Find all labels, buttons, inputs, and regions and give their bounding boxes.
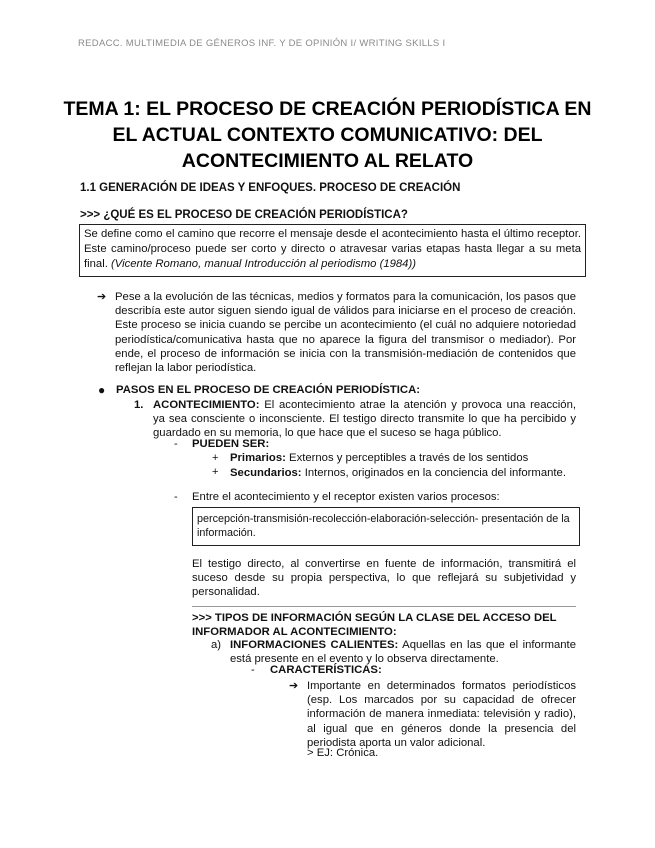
entre-text: Entre el acontecimiento y el receptor existen varios procesos: [192, 491, 500, 503]
plus-marker: + [212, 466, 219, 478]
informaciones-calientes [211, 638, 576, 666]
arrow-icon: ➔ [97, 291, 107, 303]
caracteristicas-heading: CARACTERÍSTICAS: [270, 664, 382, 676]
intro-paragraph [97, 290, 576, 375]
pueden-ser-heading: PUEDEN SER: [192, 438, 270, 450]
arrow-icon: ➔ [289, 680, 299, 692]
dash-marker: - [174, 438, 178, 450]
ejemplo-text: > EJ: Crónica. [307, 747, 379, 759]
page-header: REDACC. MULTIMEDIA DE GÉNEROS INF. Y DE OPINIÓN I/ WRITING SKILLS I [78, 38, 446, 49]
importante-item [289, 679, 576, 750]
section-heading: 1.1 GENERACIÓN DE IDEAS Y ENFOQUES. PROCESO DE CREACIÓN [80, 182, 461, 194]
question-heading: >>> ¿QUÉ ES EL PROCESO DE CREACIÓN PERIODÍSTICA? [80, 209, 408, 221]
secundarios-label: Secundarios: [230, 467, 302, 479]
page-title: TEMA 1: EL PROCESO DE CREACIÓN PERIODÍSTICA EN EL ACTUAL CONTEXTO COMUNICATIVO: DEL ACONTECIMIENTO AL RELATO [63, 98, 592, 172]
calientes-label: INFORMACIONES CALIENTES: [230, 639, 399, 651]
primarios-item [230, 452, 528, 464]
procesos-box: percepción-transmisión-recolección-elaboración-selección- presentación de la información. [192, 507, 580, 546]
item-letter: a) [211, 639, 222, 651]
bullet-icon: ● [98, 383, 106, 397]
step-text: El acontecimiento atrae la atención y provoca una reacción, ya sea consciente o inconsciente. El testigo directo transmite lo que ha percibido y guardado en su memoria, lo que hace que el suceso se haga público. [153, 399, 576, 440]
primarios-text: Externos y perceptibles a través de los sentidos [289, 452, 529, 464]
primarios-label: Primarios: [230, 452, 286, 464]
dash-marker: - [174, 491, 178, 503]
dash-marker: - [251, 664, 255, 676]
secundarios-item [230, 466, 576, 480]
importante-text: Importante en determinados formatos periodísticos (esp. Los marcados por su capacidad de ofrecer información de manera inmediata: televisión y radio), al igual que en géneros donde la presencia del periodista aporta un valor adicional. [307, 680, 576, 749]
testigo-paragraph: El testigo directo, al convertirse en fuente de información, transmitirá el suceso desde su propia perspectiva, lo que reflejará su subjetividad y personalidad. [192, 558, 576, 599]
step-label: ACONTECIMIENTO: [153, 399, 260, 411]
calientes-text: Aquellas en las que el informante está presente en el evento y lo observa directamente. [230, 639, 576, 666]
divider [192, 606, 576, 607]
tipos-heading: >>> TIPOS DE INFORMACIÓN SEGÚN LA CLASE DEL ACCESO DEL INFORMADOR AL ACONTECIMIENTO: [192, 612, 557, 639]
definition-box [79, 224, 586, 277]
plus-marker: + [212, 452, 219, 464]
definition-citation: (Vicente Romano, manual Introducción al periodismo (1984)) [111, 258, 416, 270]
secundarios-text: Internos, originados en la conciencia del informante. [304, 467, 566, 479]
definition-text: Se define como el camino que recorre el mensaje desde el acontecimiento hasta el último receptor. Este camino/proceso puede ser corto y directo o atravesar varias etapas hasta llegar a su meta final. [84, 228, 581, 270]
intro-text: Pese a la evolución de las técnicas, medios y formatos para la comunicación, los pasos que describía este autor siguen siendo igual de válidos para iniciarse en el proceso de creación. Este proceso se inicia cuando se percibe un acontecimiento (el cuál no adquiere notoriedad periodística/comunicativa hasta que no aparece la figura del transmisor o mediador). Por ende, el proceso de información se inicia con la transmisión-mediación de contenidos que reflejan la labor periodística. [115, 291, 576, 375]
pasos-heading [98, 383, 421, 397]
pasos-heading-text: PASOS EN EL PROCESO DE CREACIÓN PERIODÍSTICA: [116, 384, 421, 396]
step-acontecimiento [134, 398, 576, 441]
step-number: 1. [134, 399, 144, 411]
